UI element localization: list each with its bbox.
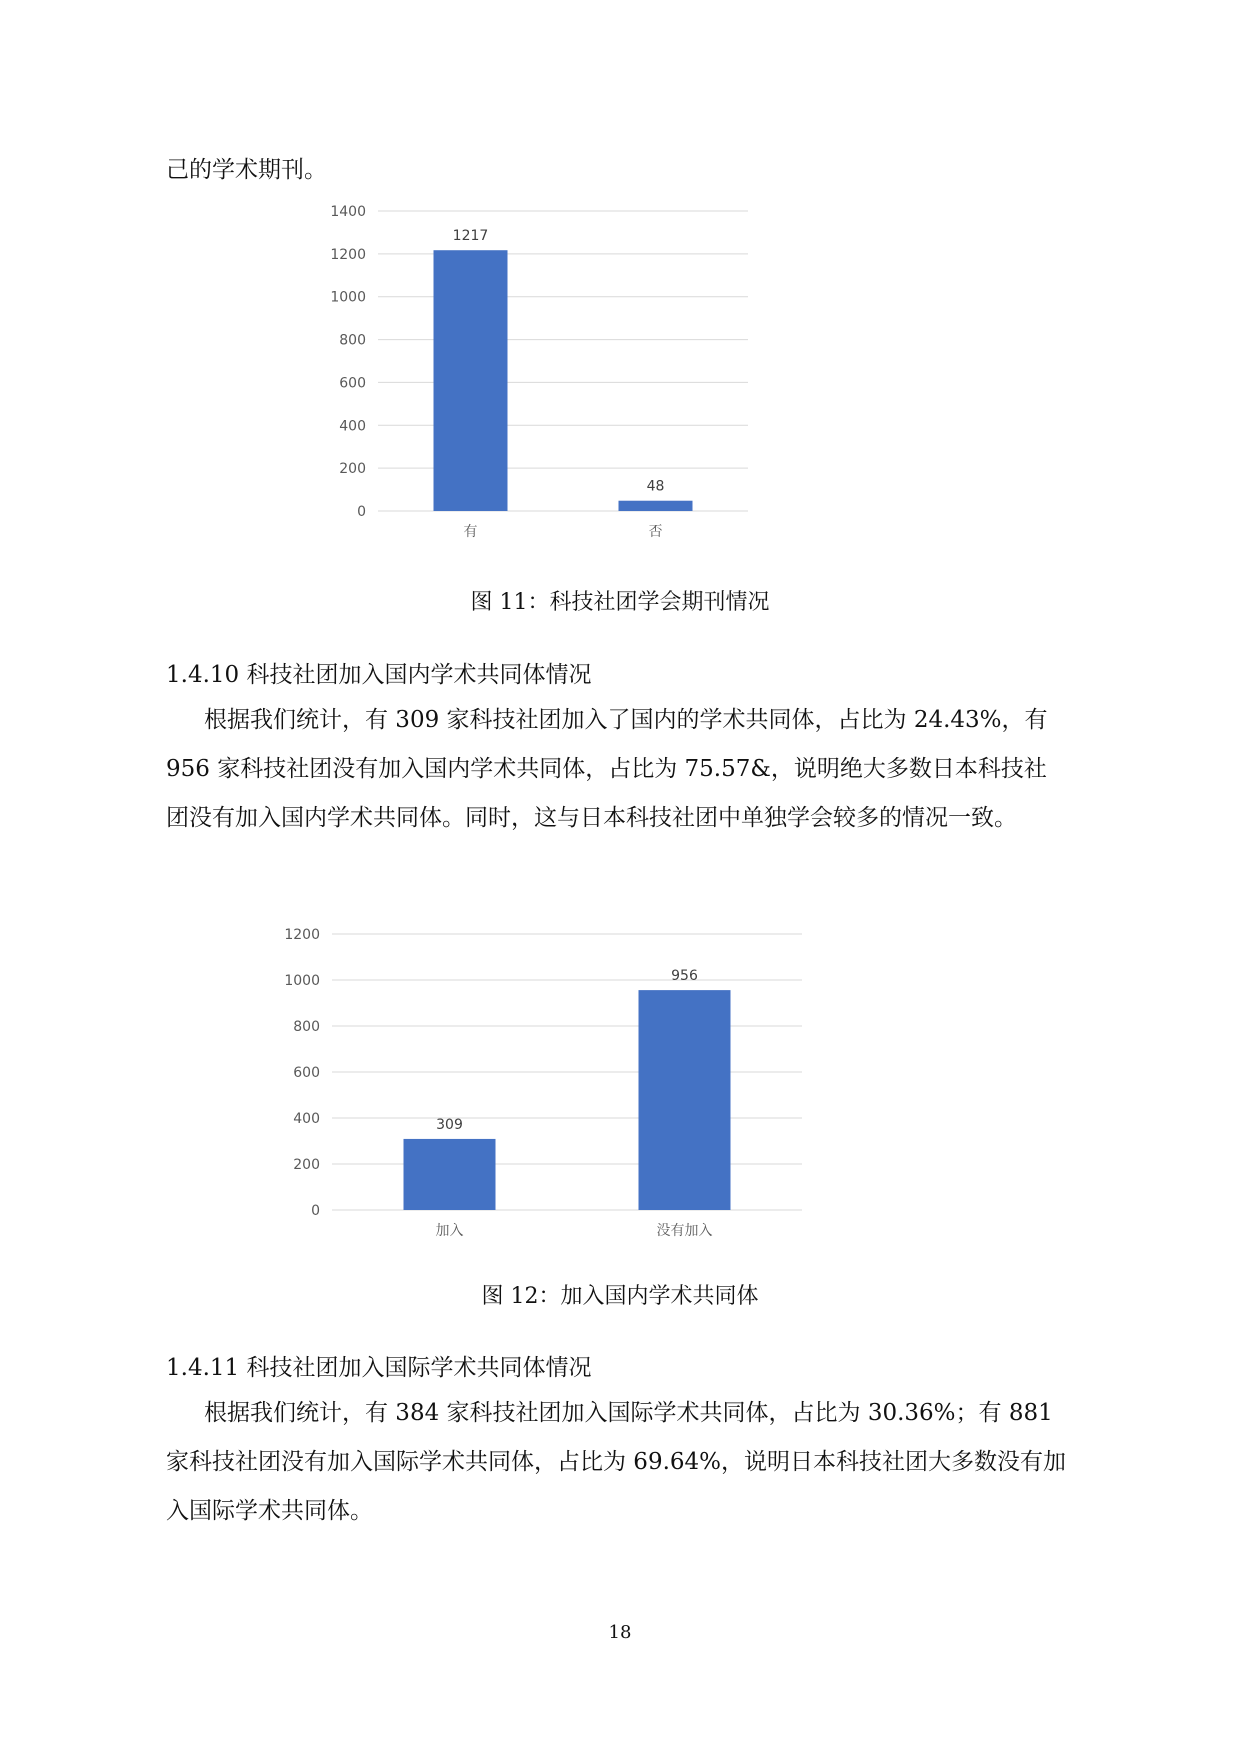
y-tick-label: 1400 xyxy=(330,204,366,220)
y-tick-label: 600 xyxy=(339,375,366,392)
bar xyxy=(619,501,693,511)
y-tick-label: 1200 xyxy=(330,246,366,263)
y-tick-label: 800 xyxy=(293,1019,320,1035)
x-tick-label: 没有加入 xyxy=(656,1223,713,1239)
y-tick-label: 400 xyxy=(339,418,366,435)
figure-12-caption: 图 12：加入国内学术共同体 xyxy=(481,1284,759,1309)
section-1-4-11-paragraph: 根据我们统计，有 384 家科技社团加入国际学术共同体，占比为 30.36%；有 881 家科技社团没有加入国际学术共同体，占比为 69.64%，说明日本科技社团大多数没有加入国际学术共同体。 xyxy=(166,1400,1067,1524)
section-1-4-10-heading: 1.4.10 科技社团加入国内学术共同体情况 xyxy=(166,662,592,688)
continued-text: 己的学术期刊。 xyxy=(166,157,327,183)
data-label: 309 xyxy=(436,1116,463,1133)
x-tick-label: 加入 xyxy=(435,1223,464,1239)
data-label: 1217 xyxy=(452,228,489,245)
y-tick-label: 600 xyxy=(293,1065,320,1081)
x-tick-label: 有 xyxy=(463,524,478,540)
y-tick-label: 1200 xyxy=(284,927,320,943)
y-tick-label: 200 xyxy=(339,461,366,478)
chart-journals xyxy=(300,195,770,555)
bar xyxy=(404,1139,496,1210)
figure-11-caption: 图 11：科技社团学会期刊情况 xyxy=(470,590,770,615)
section-1-4-10-paragraph: 根据我们统计，有 309 家科技社团加入了国内的学术共同体，占比为 24.43%，有 956 家科技社团没有加入国内学术共同体，占比为 75.57&，说明绝大多数日本科技社团没有加入国内学术共同体。同时，这与日本科技社团中单独学会较多的情况一致。 xyxy=(166,707,1048,831)
chart-domestic-community xyxy=(270,920,830,1250)
y-tick-label: 200 xyxy=(293,1157,320,1173)
bar xyxy=(434,250,508,511)
y-tick-label: 1000 xyxy=(284,973,320,989)
y-tick-label: 800 xyxy=(339,332,366,349)
data-label: 48 xyxy=(646,478,665,495)
section-1-4-11-heading: 1.4.11 科技社团加入国际学术共同体情况 xyxy=(166,1355,592,1381)
y-tick-label: 0 xyxy=(311,1203,320,1219)
x-tick-label: 否 xyxy=(648,524,663,540)
y-tick-label: 400 xyxy=(293,1111,320,1127)
data-label: 956 xyxy=(671,968,698,985)
y-tick-label: 1000 xyxy=(330,289,366,306)
y-tick-label: 0 xyxy=(357,504,366,520)
bar xyxy=(639,990,731,1210)
page-number: 18 xyxy=(608,1622,632,1643)
